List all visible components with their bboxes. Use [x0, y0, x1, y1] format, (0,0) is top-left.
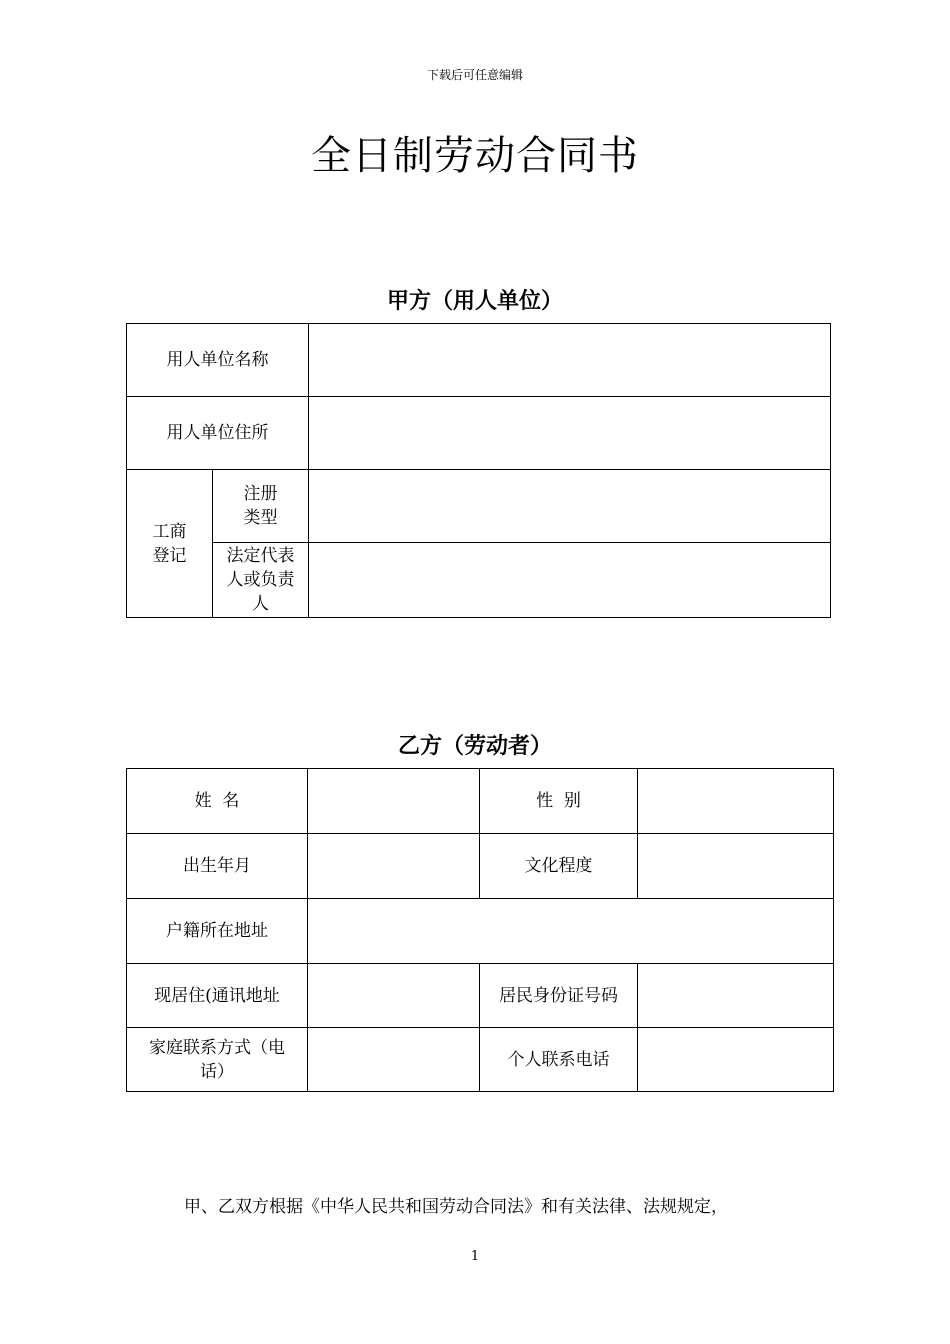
residence-address-field[interactable] [308, 964, 480, 1028]
page-number: 1 [470, 1249, 480, 1264]
party-b-heading: 乙方（劳动者） [397, 734, 552, 759]
contract-body-text: 甲、乙双方根据《中华人民共和国劳动合同法》和有关法律、法规规定， [184, 1197, 728, 1217]
legal-representative-label: 法定代表 人或负责 人 [213, 543, 309, 618]
employer-name-label: 用人单位名称 [127, 324, 309, 397]
family-contact-label: 家庭联系方式（电 话） [127, 1028, 308, 1092]
registration-type-field[interactable] [309, 470, 831, 543]
business-registration-label: 工商 登记 [127, 470, 213, 618]
residence-address-label: 现居住(通讯地址 [127, 964, 308, 1028]
legal-representative-field[interactable] [309, 543, 831, 618]
table-row [127, 397, 831, 470]
document-title: 全日制劳动合同书 [311, 133, 639, 179]
registration-type-label: 注册 类型 [213, 470, 309, 543]
party-a-table [126, 323, 831, 618]
family-contact-field[interactable] [308, 1028, 480, 1092]
gender-field[interactable] [638, 769, 834, 834]
table-row [127, 470, 831, 543]
household-address-label: 户籍所在地址 [127, 899, 308, 964]
personal-phone-label: 个人联系电话 [480, 1028, 638, 1092]
worker-name-label: 姓 名 [127, 769, 308, 834]
table-row [127, 543, 831, 618]
education-field[interactable] [638, 834, 834, 899]
employer-address-field[interactable] [309, 397, 831, 470]
header-note: 下载后可任意编辑 [426, 68, 523, 82]
birth-date-field[interactable] [308, 834, 480, 899]
party-b-table [126, 768, 834, 1092]
birth-date-label: 出生年月 [127, 834, 308, 899]
table-row [127, 899, 834, 964]
gender-label: 性 别 [480, 769, 638, 834]
party-a-heading: 甲方（用人单位） [386, 289, 563, 314]
employer-name-field[interactable] [309, 324, 831, 397]
table-row [127, 964, 834, 1028]
employer-address-label: 用人单位住所 [127, 397, 309, 470]
id-number-label: 居民身份证号码 [480, 964, 638, 1028]
table-row [127, 834, 834, 899]
personal-phone-field[interactable] [638, 1028, 834, 1092]
table-row [127, 769, 834, 834]
household-address-field[interactable] [308, 899, 834, 964]
id-number-field[interactable] [638, 964, 834, 1028]
worker-name-field[interactable] [308, 769, 480, 834]
table-row [127, 324, 831, 397]
table-row [127, 1028, 834, 1092]
education-label: 文化程度 [480, 834, 638, 899]
